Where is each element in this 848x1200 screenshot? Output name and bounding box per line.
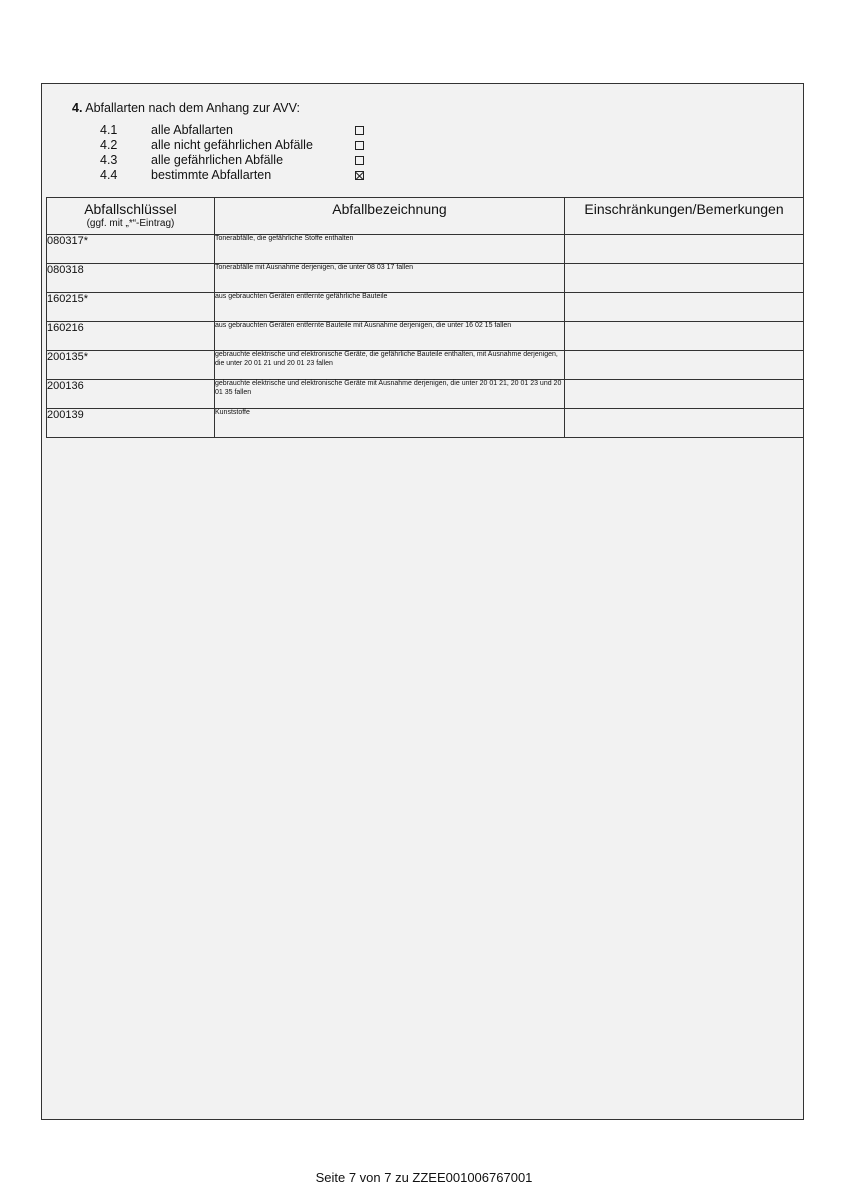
waste-name-cell: Kunststoffe: [215, 409, 565, 438]
option-label: alle gefährlichen Abfälle: [151, 153, 284, 167]
waste-name-cell: aus gebrauchten Geräten entfernte Bauteile mit Ausnahme derjenigen, die unter 16 02 15 fallen: [215, 322, 565, 351]
option-label: alle Abfallarten: [151, 123, 234, 137]
option-number: 4.2: [100, 138, 118, 152]
option-checkbox[interactable]: [355, 171, 364, 180]
waste-code-cell: 080317*: [47, 235, 215, 264]
waste-name-cell: gebrauchte elektrische und elektronische Geräte mit Ausnahme derjenigen, die unter 20 01 21, 20 01 23 und 20 01 35 fallen: [215, 380, 565, 409]
option-number: 4.1: [100, 123, 118, 137]
waste-code-cell: 200139: [47, 409, 215, 438]
remarks-cell: [565, 322, 804, 351]
header-remarks-label: Einschränkungen/Bemerkungen: [584, 201, 784, 217]
header-name-label: Abfallbezeichnung: [332, 201, 447, 217]
option-checkbox[interactable]: [355, 141, 364, 150]
header-code-label: Abfallschlüssel: [84, 201, 177, 217]
waste-code-cell: 080318: [47, 264, 215, 293]
header-code-sublabel: (ggf. mit „*“-Eintrag): [86, 218, 175, 229]
waste-name-cell: Tonerabfälle, die gefährliche Stoffe enthalten: [215, 235, 565, 264]
option-checkbox[interactable]: [355, 126, 364, 135]
waste-code-cell: 200135*: [47, 351, 215, 380]
section-heading: [72, 101, 300, 115]
waste-code-cell: 160216: [47, 322, 215, 351]
header-waste-name: [215, 198, 565, 235]
page-footer: Seite 7 von 7 zu ZZEE001006767001: [315, 1170, 533, 1185]
table-row: [47, 351, 804, 380]
header-waste-code: [47, 198, 215, 235]
table-row: [47, 293, 804, 322]
waste-name-cell: aus gebrauchten Geräten entfernte gefährliche Bauteile: [215, 293, 565, 322]
waste-name-cell: Tonerabfälle mit Ausnahme derjenigen, die unter 08 03 17 fallen: [215, 264, 565, 293]
option-number: 4.4: [100, 168, 118, 182]
option-number: 4.3: [100, 153, 118, 167]
section-number: 4.: [72, 101, 83, 115]
waste-code-cell: 160215*: [47, 293, 215, 322]
waste-codes-table: [46, 197, 804, 438]
option-checkbox[interactable]: [355, 156, 364, 165]
remarks-cell: [565, 380, 804, 409]
remarks-cell: [565, 235, 804, 264]
table-row: [47, 380, 804, 409]
option-label: bestimmte Abfallarten: [151, 168, 272, 182]
form-section-frame: [41, 83, 804, 1120]
option-label: alle nicht gefährlichen Abfälle: [151, 138, 313, 152]
table-row: [47, 322, 804, 351]
waste-name-cell: gebrauchte elektrische und elektronische Geräte, die gefährliche Bauteile enthalten, mit Ausnahme derjenigen, die unter 20 01 21 und 20 01 23 fallen: [215, 351, 565, 380]
remarks-cell: [565, 293, 804, 322]
table-header-row: [47, 198, 804, 235]
table-row: [47, 264, 804, 293]
waste-code-cell: 200136: [47, 380, 215, 409]
remarks-cell: [565, 351, 804, 380]
remarks-cell: [565, 409, 804, 438]
remarks-cell: [565, 264, 804, 293]
header-remarks: [565, 198, 804, 235]
table-row: [47, 235, 804, 264]
table-row: [47, 409, 804, 438]
section-title: Abfallarten nach dem Anhang zur AVV:: [85, 101, 300, 115]
